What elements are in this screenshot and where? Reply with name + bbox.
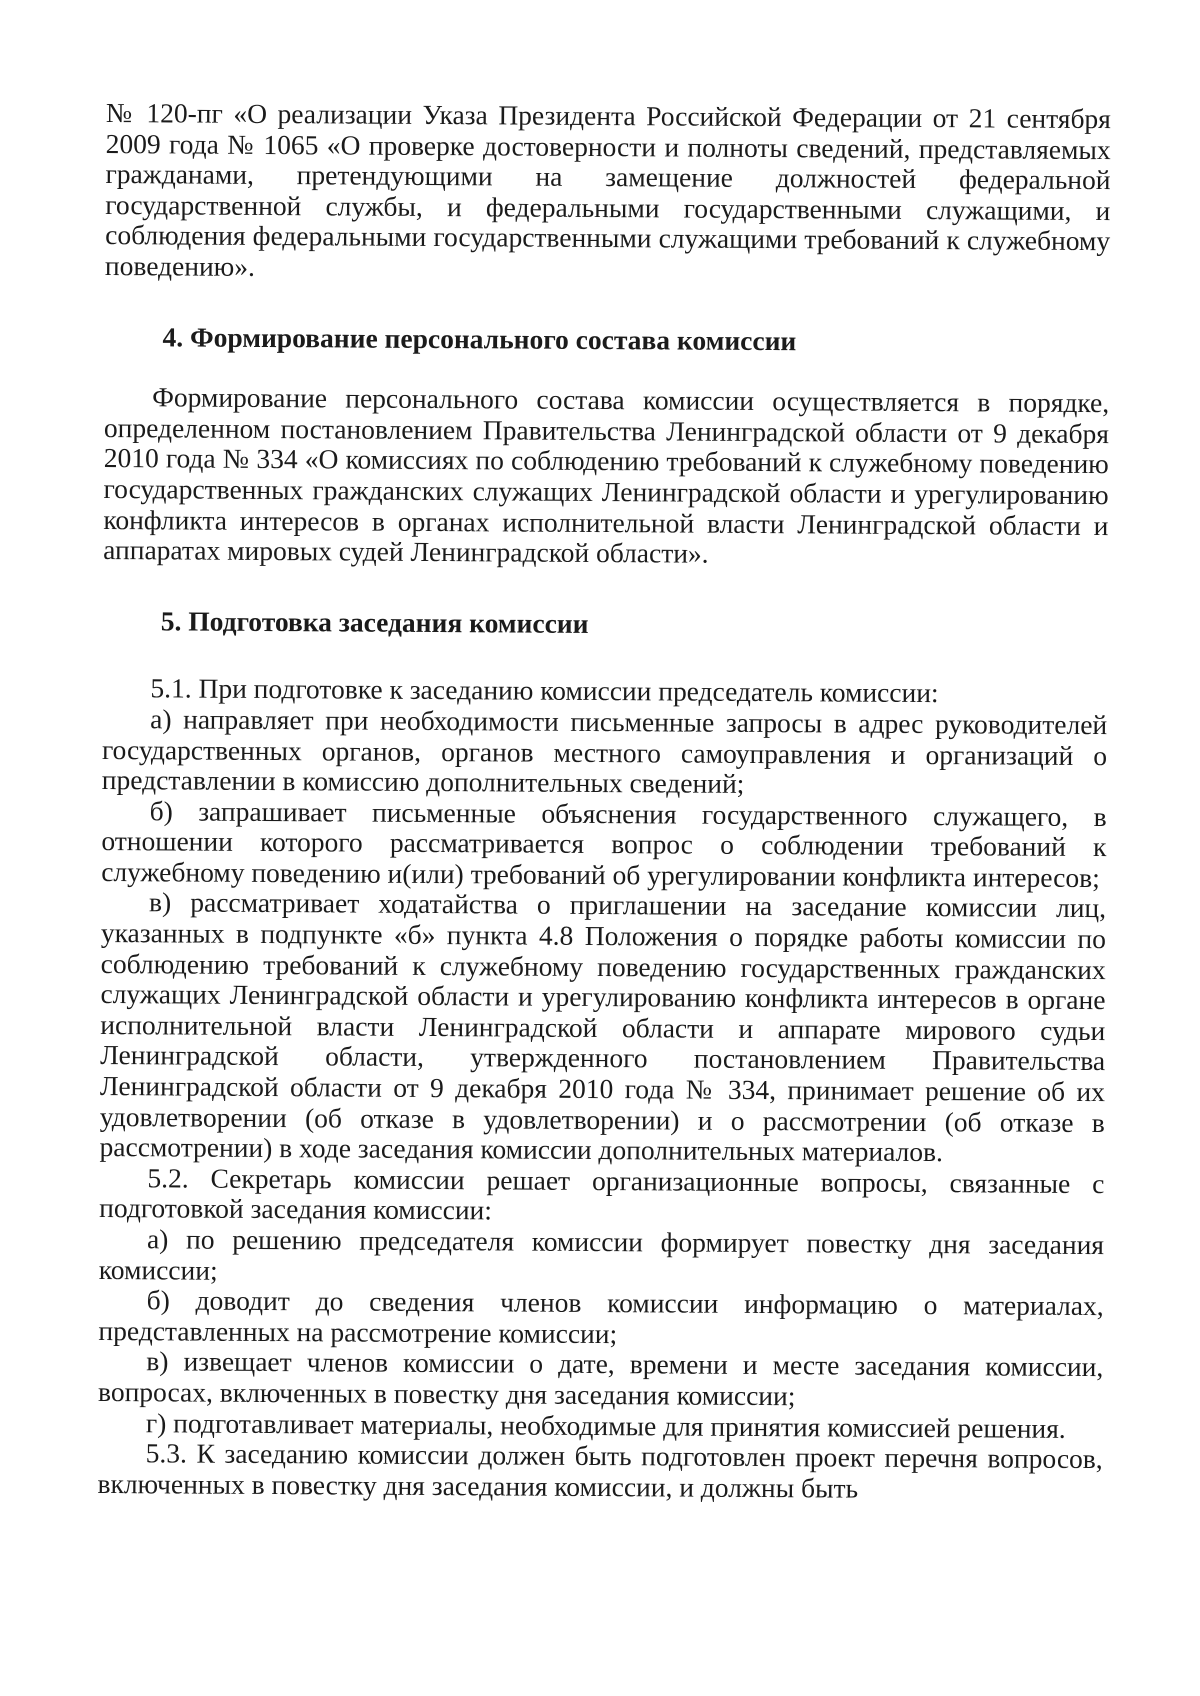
- paragraph-5-2-v: в) извещает членов комиссии о дате, времени и месте заседания комиссии, вопросах, включенных в повестку дня заседания комиссии;: [98, 1345, 1104, 1412]
- paragraph-5-1-v: в) рассматривает ходатайства о приглашении на заседание комиссии лиц, указанных в подпункте «б» пункта 4.8 Положения о порядке работы комиссии по соблюдению требований к служебному поведению государственных гражданских служащих Ленинградской области и урегулированию конфликта интересов в органе исполнительной власти Ленинградской области и аппарате мирового судьи Ленинградской области, утвержденного постановлением Правительства Ленинградской области от 9 декабря 2010 года № 334, принимает решение об их удовлетворении (об отказе в удовлетворении) и о рассмотрении (об отказе в рассмотрении) в ходе заседания комиссии дополнительных материалов.: [99, 886, 1107, 1168]
- paragraph-5-2-g: г) подготавливает материалы, необходимые для принятия комиссией решения.: [145, 1406, 1066, 1444]
- paragraph-5-2: 5.2. Секретарь комиссии решает организационные вопросы, связанные с подготовкой заседания комиссии:: [99, 1162, 1105, 1226]
- paragraph-5-2-a: а) по решению председателя комиссии формирует повестку дня заседания комиссии;: [98, 1223, 1105, 1286]
- section-5-heading: 5. Подготовка заседания комиссии: [160, 605, 589, 639]
- paragraph-5-1-b: б) запрашивает письменные объяснения государственного служащего, в отношении которого рассматривается вопрос о соблюдении требований к служебному поведению и(или) требований об урегулировании конфликта интересов;: [101, 794, 1107, 893]
- paragraph-5-2-b: б) доводит до сведения членов комиссии информацию о материалах, представленных на рассмотрение комиссии;: [98, 1284, 1104, 1349]
- intro-paragraph: № 120-пг «О реализации Указа Президента Российской Федерации от 21 сентября 2009 года № 1065 «О проверке достоверности и полноты сведений, представляемых гражданами, претендующими на замещение должностей федеральной государственной службы, и федеральными государственными служащими, и соблюдения федеральными государственными служащими требований к служебному поведению».: [104, 97, 1111, 282]
- section-4-paragraph: Формирование персонального состава комиссии осуществляется в порядке, определенном постановлением Правительства Ленинградской области от 9 декабря 2010 года № 334 «О комиссиях по соблюдению требований к служебному поведению государственных гражданских служащих Ленинградской области и урегулированию конфликта интересов в органах исполнительной власти Ленинградской области и аппаратах мировых судей Ленинградской области».: [103, 381, 1110, 569]
- paragraph-5-3: 5.3. К заседанию комиссии должен быть подготовлен проект перечня вопросов, включенных в повестку дня заседания комиссии, и должны быть: [97, 1437, 1103, 1504]
- paragraph-5-1: 5.1. При подготовке к заседанию комиссии председатель комиссии:: [150, 672, 939, 709]
- paragraph-5-1-a: а) направляет при необходимости письменные запросы в адрес руководителей государственных органов, органов местного самоуправления и организаций о представлении в комиссию дополнительных сведений;: [101, 703, 1108, 800]
- section-4-heading: 4. Формирование персонального состава комиссии: [162, 320, 797, 356]
- document-body: [97, 98, 1111, 1505]
